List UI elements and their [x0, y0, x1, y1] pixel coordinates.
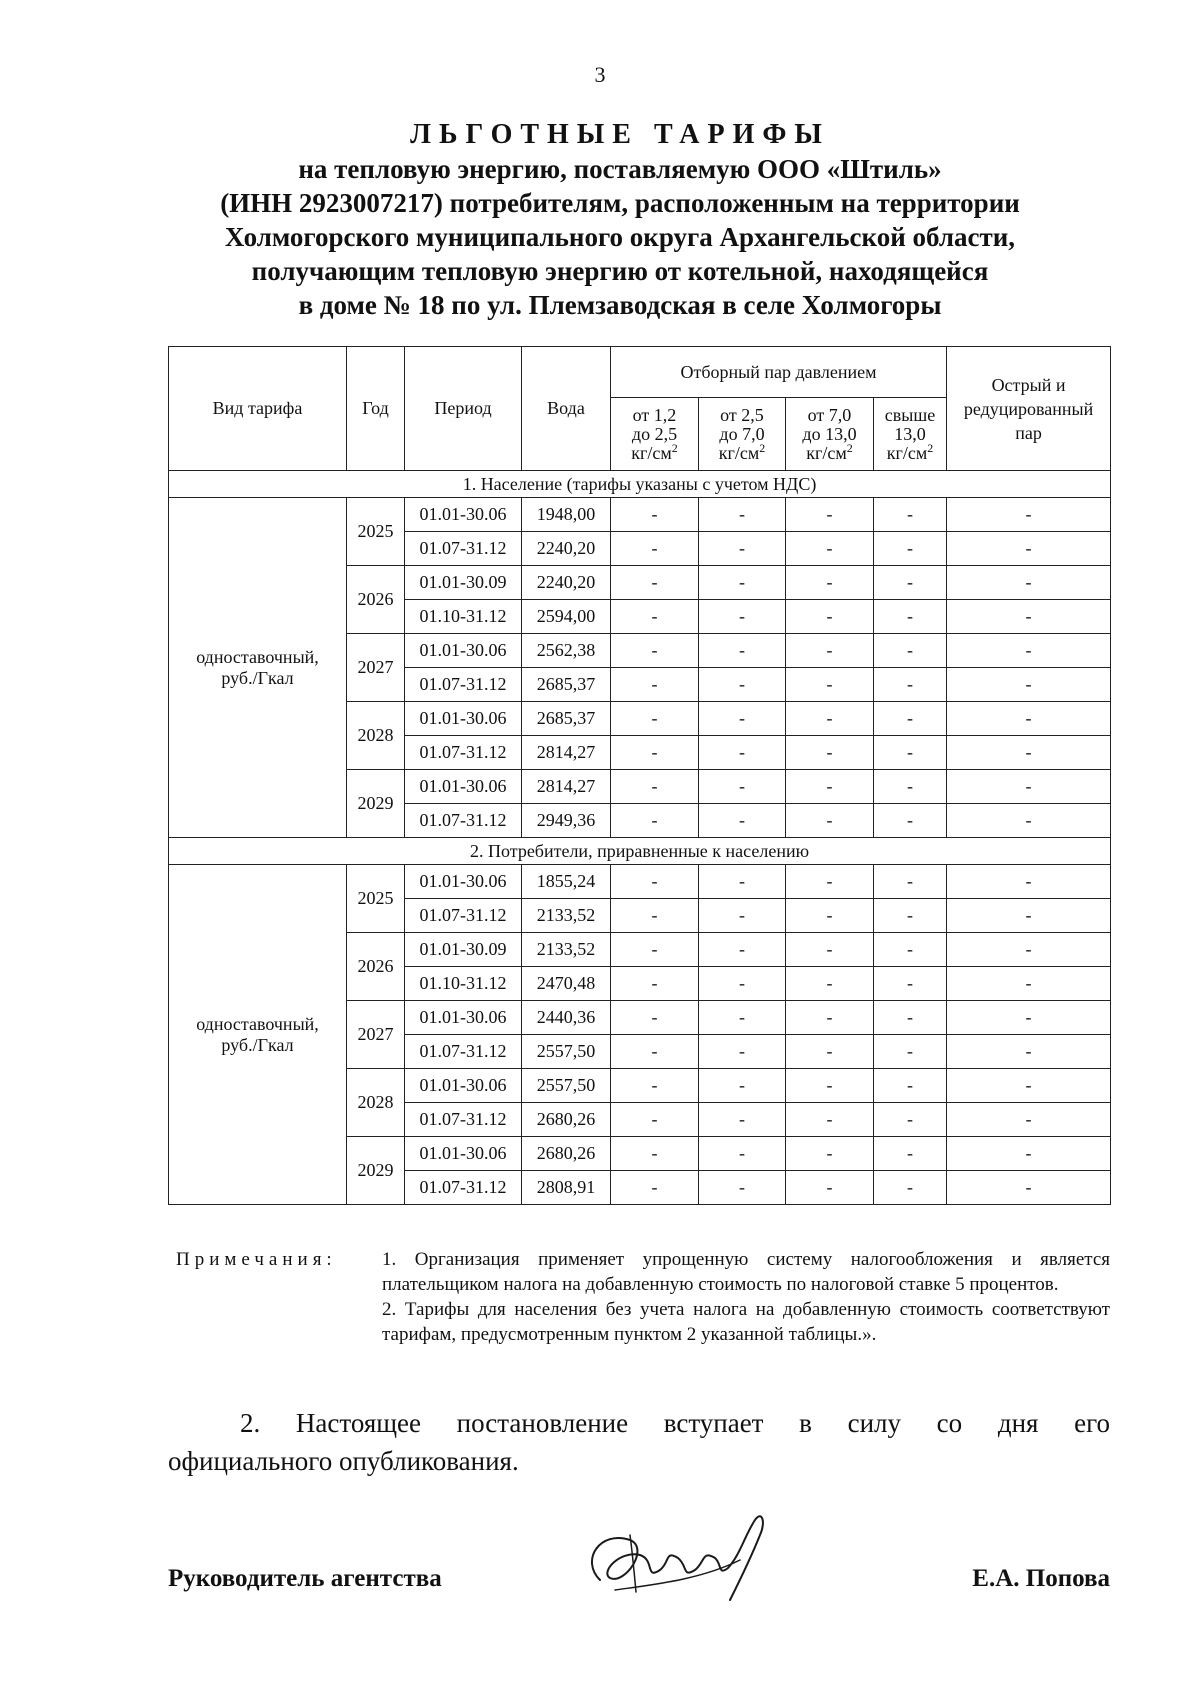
sharp-steam-tariff-cell: -	[947, 899, 1111, 933]
title-line: в доме № 18 по ул. Племзаводская в селе Холмогоры	[298, 290, 942, 320]
tariff-type-cell	[169, 498, 347, 838]
period-cell: 01.01-30.06	[405, 1137, 522, 1171]
steam-tariff-cell: -	[611, 498, 699, 532]
unit-superscript: 2	[846, 440, 853, 455]
sharp-steam-tariff-cell: -	[947, 1171, 1111, 1205]
unit-text: кг/см	[886, 442, 928, 463]
water-tariff-cell: 2470,48	[522, 967, 611, 1001]
steam-tariff-cell: -	[699, 532, 786, 566]
water-tariff-cell: 2133,52	[522, 933, 611, 967]
sharp-steam-tariff-cell: -	[947, 933, 1111, 967]
water-tariff-cell: 2133,52	[522, 899, 611, 933]
steam-tariff-cell: -	[699, 1103, 786, 1137]
water-tariff-cell: 2814,27	[522, 770, 611, 804]
year-cell: 2029	[347, 1137, 405, 1205]
steam-tariff-cell: -	[874, 600, 947, 634]
steam-tariff-cell: -	[786, 1069, 874, 1103]
section-title: 2. Потребители, приравненные к населению	[169, 838, 1111, 865]
header-tariff-type: Вид тарифа	[169, 347, 347, 471]
steam-tariff-cell: -	[786, 804, 874, 838]
sharp-steam-tariff-cell: -	[947, 967, 1111, 1001]
year-cell: 2025	[347, 498, 405, 566]
water-tariff-cell: 2562,38	[522, 634, 611, 668]
steam-tariff-cell: -	[699, 566, 786, 600]
sharp-steam-tariff-cell: -	[947, 566, 1111, 600]
tariff-type-line: руб./Гкал	[221, 667, 294, 688]
tariffs-table	[168, 346, 1111, 1205]
water-tariff-cell: 2557,50	[522, 1069, 611, 1103]
steam-tariff-cell: -	[699, 804, 786, 838]
sharp-steam-tariff-cell: -	[947, 770, 1111, 804]
water-tariff-cell: 2808,91	[522, 1171, 611, 1205]
header-period: Период	[405, 347, 522, 471]
steam-tariff-cell: -	[699, 770, 786, 804]
sharp-steam-tariff-cell: -	[947, 600, 1111, 634]
steam-tariff-cell: -	[611, 1069, 699, 1103]
steam-tariff-cell: -	[699, 668, 786, 702]
unit-text: кг/см	[718, 442, 760, 463]
steam-col-line: от 1,2	[632, 404, 677, 425]
water-tariff-cell: 2240,20	[522, 566, 611, 600]
steam-col-line: от 7,0	[807, 404, 852, 425]
steam-tariff-cell: -	[699, 600, 786, 634]
tariff-type-line: одноставочный,	[196, 1013, 319, 1034]
period-cell: 01.01-30.06	[405, 1069, 522, 1103]
year-cell: 2026	[347, 566, 405, 634]
water-tariff-cell: 2685,37	[522, 702, 611, 736]
water-tariff-cell: 1855,24	[522, 865, 611, 899]
steam-tariff-cell: -	[786, 668, 874, 702]
steam-col-line: до 7,0	[719, 423, 765, 444]
sharp-steam-tariff-cell: -	[947, 668, 1111, 702]
period-cell: 01.01-30.06	[405, 498, 522, 532]
period-cell: 01.10-31.12	[405, 600, 522, 634]
steam-tariff-cell: -	[786, 770, 874, 804]
steam-tariff-cell: -	[786, 634, 874, 668]
steam-col-line: до 13,0	[802, 423, 857, 444]
steam-tariff-cell: -	[874, 1001, 947, 1035]
steam-tariff-cell: -	[874, 668, 947, 702]
steam-tariff-cell: -	[786, 933, 874, 967]
period-cell: 01.07-31.12	[405, 736, 522, 770]
steam-tariff-cell: -	[611, 933, 699, 967]
steam-tariff-cell: -	[699, 1137, 786, 1171]
section-header-row	[169, 471, 1111, 498]
steam-tariff-cell: -	[786, 967, 874, 1001]
steam-tariff-cell: -	[786, 899, 874, 933]
steam-tariff-cell: -	[874, 1069, 947, 1103]
period-cell: 01.07-31.12	[405, 668, 522, 702]
period-cell: 01.01-30.06	[405, 702, 522, 736]
header-steam-col	[611, 398, 699, 471]
steam-col-unit	[699, 440, 785, 463]
period-cell: 01.07-31.12	[405, 899, 522, 933]
water-tariff-cell: 2814,27	[522, 736, 611, 770]
sharp-steam-tariff-cell: -	[947, 804, 1111, 838]
decree-paragraph	[168, 1404, 1110, 1480]
title-line: Холмогорского муниципального округа Архангельской области,	[224, 222, 1016, 252]
header-sharp-steam: Острый и редуцированный пар	[947, 347, 1111, 471]
steam-tariff-cell: -	[611, 899, 699, 933]
steam-tariff-cell: -	[611, 1035, 699, 1069]
header-steam-col	[786, 398, 874, 471]
steam-tariff-cell: -	[611, 634, 699, 668]
header-steam-group: Отборный пар давлением	[611, 347, 947, 398]
water-tariff-cell: 2949,36	[522, 804, 611, 838]
decree-line: 2. Настоящее постановление вступает в силу со дня его	[240, 1408, 1110, 1438]
steam-tariff-cell: -	[699, 899, 786, 933]
year-cell: 2028	[347, 702, 405, 770]
steam-tariff-cell: -	[611, 566, 699, 600]
steam-tariff-cell: -	[699, 498, 786, 532]
water-tariff-cell: 2685,37	[522, 668, 611, 702]
water-tariff-cell: 2440,36	[522, 1001, 611, 1035]
unit-text: кг/см	[806, 442, 847, 463]
steam-tariff-cell: -	[611, 967, 699, 1001]
steam-tariff-cell: -	[699, 1035, 786, 1069]
steam-col-line: свыше	[884, 404, 936, 425]
year-cell: 2027	[347, 634, 405, 702]
steam-tariff-cell: -	[611, 1137, 699, 1171]
title-main: ЛЬГОТНЫЕ ТАРИФЫ	[410, 119, 830, 150]
year-cell: 2029	[347, 770, 405, 838]
page-number: 3	[594, 62, 606, 87]
year-cell: 2027	[347, 1001, 405, 1069]
water-tariff-cell: 2240,20	[522, 532, 611, 566]
notes-body	[382, 1247, 1110, 1347]
steam-tariff-cell: -	[786, 702, 874, 736]
section-title: 1. Население (тарифы указаны с учетом НДС)	[169, 471, 1111, 498]
steam-tariff-cell: -	[611, 804, 699, 838]
steam-tariff-cell: -	[874, 967, 947, 1001]
period-cell: 01.01-30.06	[405, 634, 522, 668]
unit-superscript: 2	[759, 440, 766, 455]
steam-col-line: от 2,5	[720, 404, 764, 425]
water-tariff-cell: 2594,00	[522, 600, 611, 634]
steam-col-unit	[874, 440, 946, 463]
tariff-type-line: руб./Гкал	[221, 1034, 294, 1055]
water-tariff-cell: 1948,00	[522, 498, 611, 532]
sharp-steam-tariff-cell: -	[947, 634, 1111, 668]
sharp-steam-tariff-cell: -	[947, 1001, 1111, 1035]
steam-tariff-cell: -	[611, 702, 699, 736]
tariff-type-cell	[169, 865, 347, 1205]
steam-tariff-cell: -	[874, 736, 947, 770]
steam-tariff-cell: -	[611, 770, 699, 804]
steam-tariff-cell: -	[699, 967, 786, 1001]
steam-tariff-cell: -	[699, 634, 786, 668]
steam-tariff-cell: -	[786, 1035, 874, 1069]
steam-tariff-cell: -	[874, 498, 947, 532]
steam-tariff-cell: -	[611, 532, 699, 566]
sharp-steam-tariff-cell: -	[947, 1069, 1111, 1103]
steam-tariff-cell: -	[786, 600, 874, 634]
steam-tariff-cell: -	[786, 1171, 874, 1205]
signer-position: Руководитель агентства	[168, 1565, 442, 1592]
section-header-row	[169, 838, 1111, 865]
steam-tariff-cell: -	[699, 1069, 786, 1103]
steam-tariff-cell: -	[699, 702, 786, 736]
steam-tariff-cell: -	[874, 1137, 947, 1171]
steam-tariff-cell: -	[611, 668, 699, 702]
handwritten-signature	[570, 1500, 790, 1610]
steam-tariff-cell: -	[874, 532, 947, 566]
unit-superscript: 2	[927, 440, 934, 455]
water-tariff-cell: 2557,50	[522, 1035, 611, 1069]
steam-tariff-cell: -	[874, 865, 947, 899]
sharp-steam-tariff-cell: -	[947, 702, 1111, 736]
period-cell: 01.07-31.12	[405, 804, 522, 838]
year-cell: 2025	[347, 865, 405, 933]
steam-tariff-cell: -	[611, 736, 699, 770]
sharp-steam-tariff-cell: -	[947, 865, 1111, 899]
steam-tariff-cell: -	[874, 899, 947, 933]
steam-tariff-cell: -	[611, 1103, 699, 1137]
sharp-steam-tariff-cell: -	[947, 532, 1111, 566]
sharp-steam-tariff-cell: -	[947, 1137, 1111, 1171]
steam-tariff-cell: -	[786, 532, 874, 566]
steam-col-unit	[611, 440, 698, 463]
decree-line: официального опубликования.	[168, 1446, 519, 1476]
note-item: 1. Организация применяет упрощенную систему налогообложения и является плательщиком налога на добавленную стоимость по налоговой ставке 5 процентов.	[382, 1249, 1110, 1295]
period-cell: 01.07-31.12	[405, 1035, 522, 1069]
period-cell: 01.01-30.09	[405, 566, 522, 600]
title-line: получающим тепловую энергию от котельной, находящейся	[251, 256, 989, 286]
period-cell: 01.10-31.12	[405, 967, 522, 1001]
period-cell: 01.07-31.12	[405, 1171, 522, 1205]
steam-tariff-cell: -	[874, 770, 947, 804]
steam-tariff-cell: -	[786, 1137, 874, 1171]
water-tariff-cell: 2680,26	[522, 1103, 611, 1137]
steam-tariff-cell: -	[874, 634, 947, 668]
period-cell: 01.01-30.09	[405, 933, 522, 967]
steam-tariff-cell: -	[611, 865, 699, 899]
header-year: Год	[347, 347, 405, 471]
tariff-type-line: одноставочный,	[196, 646, 319, 667]
steam-tariff-cell: -	[611, 1001, 699, 1035]
water-tariff-cell: 2680,26	[522, 1137, 611, 1171]
steam-tariff-cell: -	[874, 1171, 947, 1205]
period-cell: 01.07-31.12	[405, 532, 522, 566]
signer-name: Е.А. Попова	[972, 1565, 1110, 1592]
sharp-steam-tariff-cell: -	[947, 1103, 1111, 1137]
period-cell: 01.07-31.12	[405, 1103, 522, 1137]
steam-tariff-cell: -	[786, 865, 874, 899]
title-line: (ИНН 2923007217) потребителям, расположенным на территории	[220, 188, 1020, 218]
note-item: 2. Тарифы для населения без учета налога на добавленную стоимость соответствуют тарифам, предусмотренным пунктом 2 указанной таблицы.».	[382, 1299, 1110, 1345]
steam-tariff-cell: -	[874, 933, 947, 967]
steam-tariff-cell: -	[611, 1171, 699, 1205]
period-cell: 01.01-30.06	[405, 770, 522, 804]
steam-tariff-cell: -	[874, 702, 947, 736]
sharp-steam-tariff-cell: -	[947, 736, 1111, 770]
steam-tariff-cell: -	[786, 1103, 874, 1137]
steam-tariff-cell: -	[786, 736, 874, 770]
period-cell: 01.01-30.06	[405, 865, 522, 899]
steam-tariff-cell: -	[699, 1171, 786, 1205]
table-row	[169, 865, 1111, 899]
steam-tariff-cell: -	[874, 1103, 947, 1137]
document-title	[130, 118, 1110, 322]
header-water: Вода	[522, 347, 611, 471]
steam-col-unit	[786, 440, 873, 463]
header-steam-col	[874, 398, 947, 471]
unit-text: кг/см	[631, 442, 672, 463]
sharp-steam-tariff-cell: -	[947, 498, 1111, 532]
steam-col-line: до 2,5	[631, 423, 678, 444]
steam-tariff-cell: -	[874, 566, 947, 600]
steam-col-line: 13,0	[894, 423, 926, 444]
sharp-steam-tariff-cell: -	[947, 1035, 1111, 1069]
year-cell: 2026	[347, 933, 405, 1001]
steam-tariff-cell: -	[699, 1001, 786, 1035]
unit-superscript: 2	[671, 440, 678, 455]
header-steam-col	[699, 398, 786, 471]
steam-tariff-cell: -	[699, 865, 786, 899]
table-row	[169, 498, 1111, 532]
steam-tariff-cell: -	[874, 804, 947, 838]
period-cell: 01.01-30.06	[405, 1001, 522, 1035]
steam-tariff-cell: -	[699, 736, 786, 770]
title-line: на тепловую энергию, поставляемую ООО «Штиль»	[298, 154, 942, 184]
steam-tariff-cell: -	[786, 566, 874, 600]
steam-tariff-cell: -	[786, 498, 874, 532]
steam-tariff-cell: -	[611, 600, 699, 634]
notes-label: Примечания:	[176, 1249, 337, 1270]
steam-tariff-cell: -	[699, 933, 786, 967]
steam-tariff-cell: -	[786, 1001, 874, 1035]
steam-tariff-cell: -	[874, 1035, 947, 1069]
year-cell: 2028	[347, 1069, 405, 1137]
